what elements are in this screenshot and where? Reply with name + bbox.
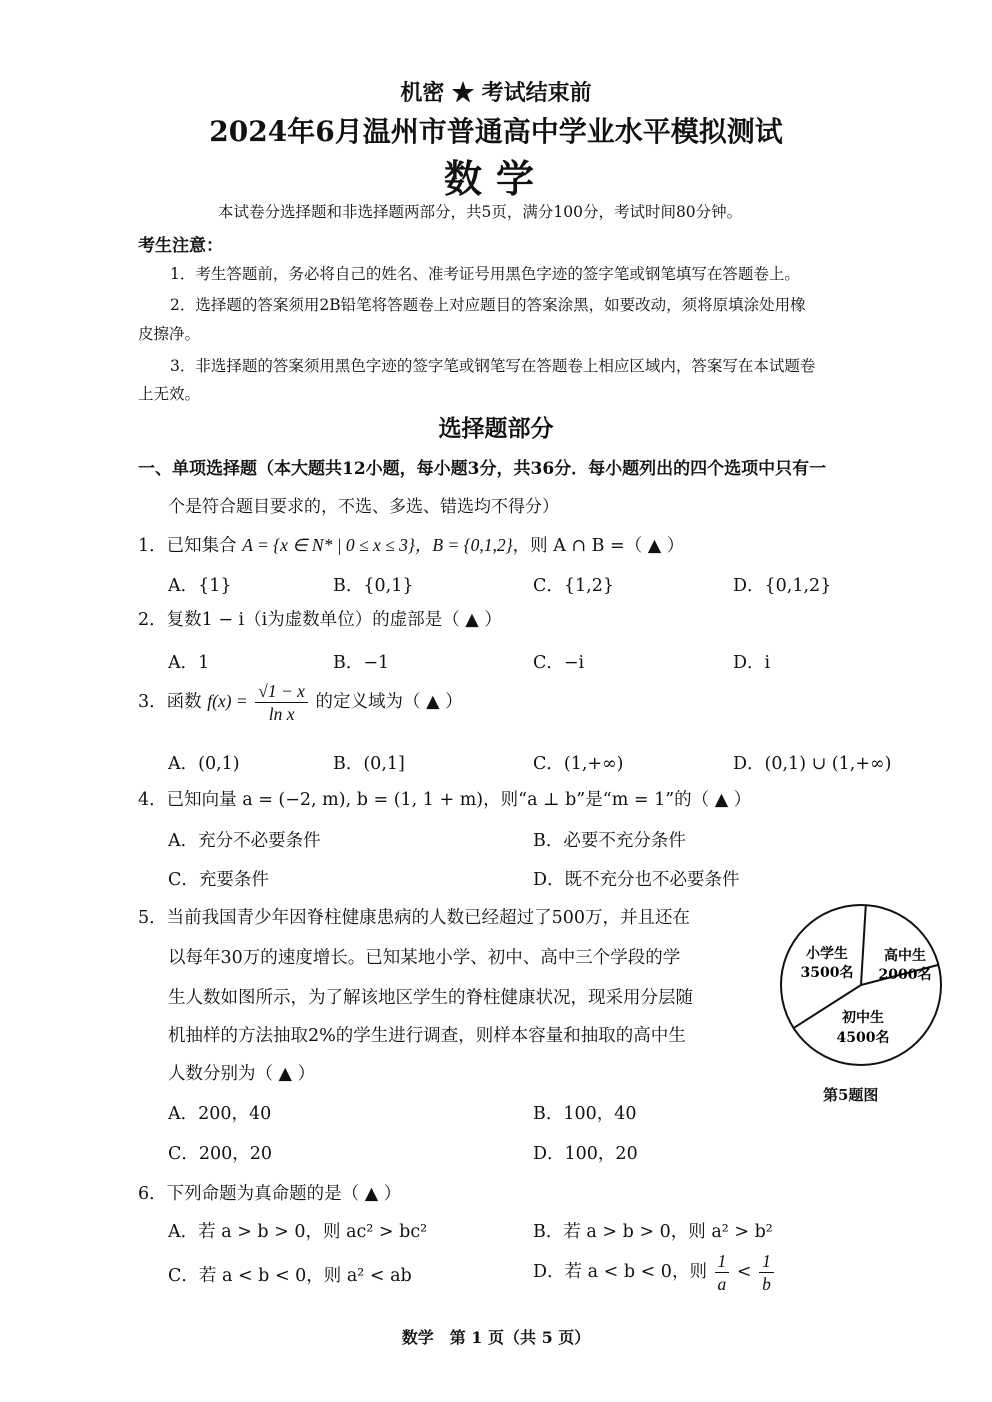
q2-option-c: C．−i — [533, 653, 585, 673]
q1-option-c: C．{1,2} — [533, 576, 614, 596]
q1-setB: ，B = {0,1,2} — [414, 535, 513, 555]
notice-item-2-cont: 皮擦净。 — [138, 325, 201, 343]
part-title: 一、单项选择题（本大题共12小题，每小题3分，共36分．每小题列出的四个选项中只有一 — [138, 459, 827, 479]
question-5-line-3: 生人数如图所示，为了解该地区学生的脊柱健康状况，现采用分层随 — [168, 988, 693, 1008]
section-title: 选择题部分 — [438, 415, 554, 442]
q5-option-a: A．200，40 — [168, 1104, 272, 1124]
question-6: 6．下列命题为真命题的是（ ▲ ） — [138, 1184, 402, 1204]
pie-label-senior: 高中生 — [884, 948, 926, 964]
subject-title: 数学 — [443, 156, 548, 201]
q3-option-d: D．(0,1) ∪ (1,+∞) — [733, 754, 892, 774]
question-5-line-5: 人数分别为（ ▲ ） — [168, 1064, 316, 1084]
q3-option-b: B．(0,1] — [333, 754, 405, 774]
pie-value-junior: 4500名 — [836, 1030, 890, 1046]
pie-value-primary: 3500名 — [800, 965, 854, 981]
q1-num: 1． — [138, 536, 167, 556]
q6-optD-lt: < — [736, 1262, 752, 1282]
exam-title: 2024年6月温州市普通高中学业水平模拟测试 — [209, 115, 783, 148]
q1-suffix: ，则 A ∩ B =（ ▲ ） — [512, 536, 685, 556]
q3-fraction — [255, 680, 308, 725]
q3-fx: f(x) = — [207, 691, 248, 711]
pie-value-senior: 2000名 — [878, 967, 932, 983]
exam-intro: 本试卷分选择题和非选择题两部分，共5页，满分100分，考试时间80分钟。 — [218, 203, 743, 221]
q3-num: 3．函数 — [138, 692, 202, 712]
q5-option-b: B．100，40 — [533, 1104, 637, 1124]
q4-option-a: A．充分不必要条件 — [168, 831, 321, 851]
q5-option-c: C．200，20 — [168, 1144, 273, 1164]
q2-option-b: B．−1 — [333, 653, 390, 673]
q6-optD-frac-b — [759, 1250, 774, 1295]
q5-figure-caption: 第5题图 — [823, 1086, 879, 1104]
q1-option-d: D．{0,1,2} — [733, 576, 832, 596]
question-5-line-2: 以每年30万的速度增长。已知某地小学、初中、高中三个学段的学 — [168, 948, 681, 968]
notice-item-3-cont: 上无效。 — [138, 385, 201, 403]
pie-label-junior: 初中生 — [842, 1010, 884, 1026]
q4-option-d: D．既不充分也不必要条件 — [533, 870, 740, 890]
q4-option-c: C．充要条件 — [168, 870, 269, 890]
q3-option-c: C．(1,+∞) — [533, 754, 624, 774]
page-footer: 数学 第 1 页（共 5 页） — [401, 1328, 591, 1347]
question-2: 2．复数1 − i（i为虚数单位）的虚部是（ ▲ ） — [138, 610, 502, 630]
notice-item-1: 1．考生答题前，务必将自己的姓名、准考证号用黑色字迹的签字笔或钢笔填写在答题卷上。 — [170, 265, 800, 283]
frac-a-den: a — [717, 1274, 727, 1294]
q6-optD-frac-a — [715, 1250, 730, 1295]
q2-option-a: A．1 — [168, 653, 210, 673]
question-5-line-1: 5．当前我国青少年因脊柱健康患病的人数已经超过了500万，并且还在 — [138, 908, 691, 928]
q5-pie-chart — [775, 900, 950, 1075]
q6-option-a: A．若 a > b > 0，则 ac² > bc² — [168, 1222, 428, 1242]
q4-option-b: B．必要不充分条件 — [533, 831, 686, 851]
part-subtitle: 个是符合题目要求的，不选、多选、错选均不得分） — [168, 497, 559, 517]
q1-option-a: A．{1} — [168, 576, 232, 596]
q2-option-d: D．i — [733, 653, 771, 673]
notice-item-3: 3．非选择题的答案须用黑色字迹的签字笔或钢笔写在答题卷上相应区域内，答案写在本试题卷 — [170, 357, 816, 375]
frac-a-num: 1 — [715, 1250, 730, 1273]
q6-option-b: B．若 a > b > 0，则 a² > b² — [533, 1222, 773, 1242]
question-3 — [138, 680, 463, 725]
q1-option-b: B．{0,1} — [333, 576, 414, 596]
q3-numerator: √1 − x — [255, 680, 308, 703]
pie-divider — [861, 905, 866, 985]
q6-option-d — [533, 1250, 776, 1295]
pie-label-primary: 小学生 — [806, 946, 848, 962]
q1-setA: A = {x ∈ N* | 0 ≤ x ≤ 3} — [242, 535, 415, 555]
q3-denominator: ln x — [268, 704, 295, 724]
question-5-line-4: 机抽样的方法抽取2%的学生进行调查，则样本容量和抽取的高中生 — [168, 1026, 686, 1046]
q5-option-d: D．100，20 — [533, 1144, 638, 1164]
notice-heading: 考生注意： — [138, 236, 223, 256]
frac-b-num: 1 — [759, 1250, 774, 1273]
q3-option-a: A．(0,1) — [168, 754, 240, 774]
notice-item-2: 2．选择题的答案须用2B铅笔将答题卷上对应题目的答案涂黑，如要改动，须将原填涂处用橡 — [170, 296, 806, 314]
q6-option-c: C．若 a < b < 0，则 a² < ab — [168, 1266, 412, 1286]
confidential-mark: 机密 ★ 考试结束前 — [400, 80, 592, 106]
question-1 — [138, 532, 684, 557]
frac-b-den: b — [762, 1274, 771, 1294]
q3-suffix: 的定义域为（ ▲ ） — [315, 692, 463, 712]
q1-prefix: 已知集合 — [166, 536, 237, 556]
question-4: 4．已知向量 a = (−2, m), b = (1, 1 + m)，则“a ⊥ b”是“m = 1”的（ ▲ ） — [138, 790, 752, 810]
q6-optD-prefix: D．若 a < b < 0，则 — [533, 1262, 707, 1282]
